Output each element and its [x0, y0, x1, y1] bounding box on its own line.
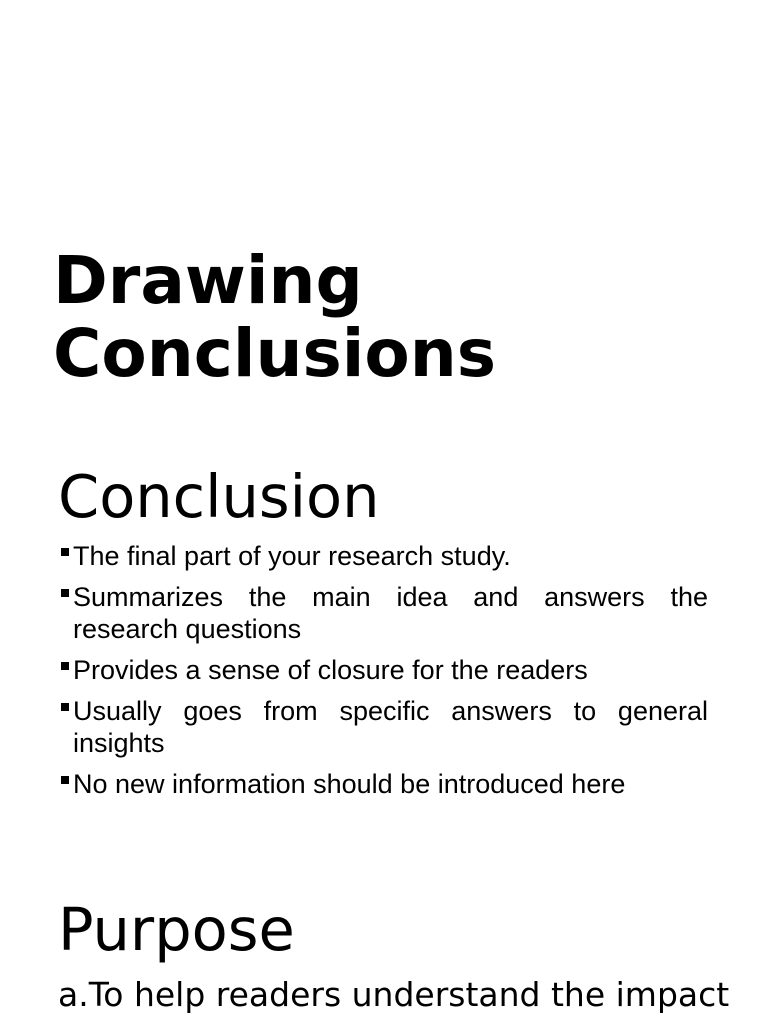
conclusion-heading: Conclusion [58, 462, 380, 531]
purpose-list-item [58, 973, 730, 1017]
square-bullet-icon [61, 662, 69, 670]
conclusion-bullet-item [58, 695, 708, 759]
conclusion-bullet-list [58, 540, 708, 809]
conclusion-bullet-item [58, 581, 708, 645]
page-title-line-2: Conclusions [53, 315, 497, 392]
conclusion-bullet-text: The final part of your research study. [73, 541, 511, 571]
conclusion-bullet-item [58, 654, 708, 686]
conclusion-bullet-item [58, 540, 708, 572]
conclusion-bullet-text: Summarizes the main idea and answers the research questions [73, 582, 708, 644]
square-bullet-icon [61, 589, 69, 597]
purpose-list [58, 973, 730, 1017]
conclusion-bullet-text: Usually goes from specific answers to general insights [73, 696, 708, 758]
purpose-heading: Purpose [58, 895, 295, 964]
square-bullet-icon [61, 776, 69, 784]
square-bullet-icon [61, 548, 69, 556]
conclusion-bullet-item [58, 768, 708, 800]
conclusion-bullet-text: No new information should be introduced here [73, 769, 626, 799]
page-title [53, 244, 733, 390]
page-title-line-1: Drawing [53, 242, 363, 319]
conclusion-bullet-text: Provides a sense of closure for the readers [73, 655, 588, 685]
purpose-item-marker: a. [58, 975, 89, 1014]
square-bullet-icon [61, 703, 69, 711]
purpose-item-text: To help readers understand the impact [88, 975, 730, 1014]
